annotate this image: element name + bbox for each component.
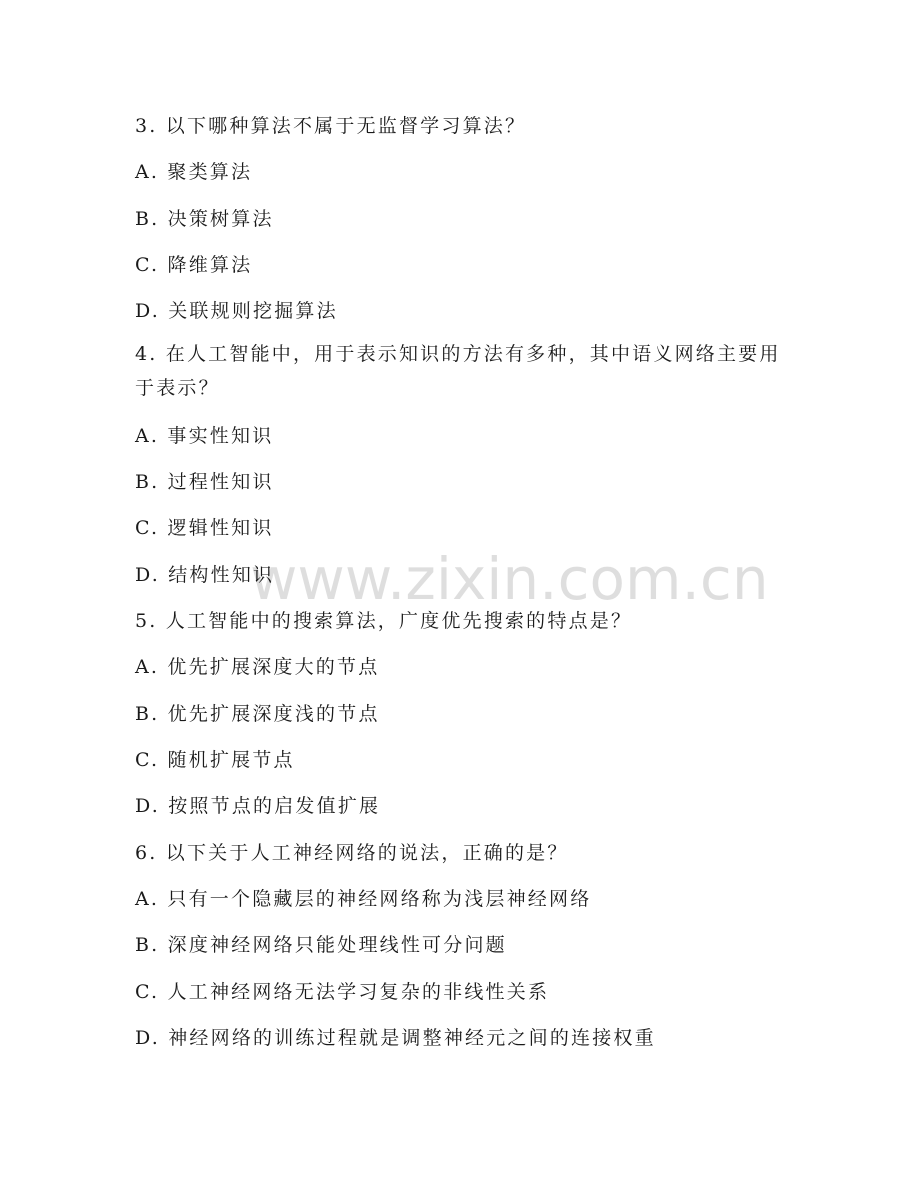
- question-6-stem: 6. 以下关于人工神经网络的说法，正确的是？: [135, 842, 569, 864]
- question-5-option-b: B. 优先扩展深度浅的节点: [135, 703, 380, 725]
- question-6-option-c: C. 人工神经网络无法学习复杂的非线性关系: [135, 981, 550, 1003]
- question-6-option-b: B. 深度神经网络只能处理线性可分问题: [135, 934, 507, 956]
- question-3-option-d: D. 关联规则挖掘算法: [135, 300, 338, 322]
- question-4-option-c: C. 逻辑性知识: [135, 517, 274, 539]
- question-6-option-d: D. 神经网络的训练过程就是调整神经元之间的连接权重: [135, 1027, 656, 1049]
- question-5-stem: 5. 人工智能中的搜索算法，广度优先搜索的特点是？: [135, 610, 633, 632]
- question-3-stem: 3. 以下哪种算法不属于无监督学习算法？: [135, 115, 527, 137]
- watermark-text: www.zixin.com.cn: [250, 545, 769, 613]
- question-3-option-a: A. 聚类算法: [135, 161, 253, 183]
- question-5-option-d: D. 按照节点的启发值扩展: [135, 795, 381, 817]
- question-4-option-a: A. 事实性知识: [135, 425, 274, 447]
- question-5-option-c: C. 随机扩展节点: [135, 749, 295, 771]
- question-3-option-c: C. 降维算法: [135, 254, 253, 276]
- question-3-option-b: B. 决策树算法: [135, 208, 274, 230]
- question-6-option-a: A. 只有一个隐藏层的神经网络称为浅层神经网络: [135, 888, 592, 910]
- question-4-option-b: B. 过程性知识: [135, 471, 274, 493]
- question-4-option-d: D. 结构性知识: [135, 564, 275, 586]
- question-4-stem: 4. 在人工智能中，用于表示知识的方法有多种，其中语义网络主要用于表示？: [135, 343, 781, 399]
- question-5-option-a: A. 优先扩展深度大的节点: [135, 656, 380, 678]
